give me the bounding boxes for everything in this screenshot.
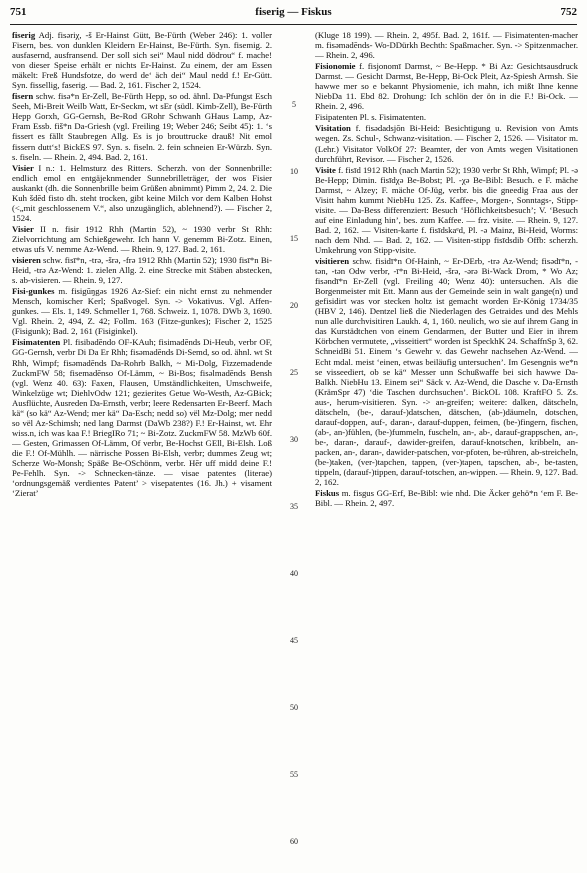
dictionary-entry [12,224,272,254]
entry-body: f. fisīd 1912 Rhh (nach Martin 52); 1930 verbr St Rhh, Wimpf; Pl. -ə Be-Hepp; Dimin. fisīdχə Be-Bobst; Pl. -χə Be-Bibl: Besuch. e F. mäche Darmst, ~ Alzey; F. mäche Of-Jüg, verbr. bis die gneedig Fraa aus der Visitt hahm kummt NiebHu 125. Zs. Kaffee-, Morgen-, Sonntags-, Stipp-visite. — Da-Bess differenziert: Besuch ‘Höflichkeitsbesuch’; V. ‘Besuch auf eine Einladung hin’, bes. zum Kaffee. — frz. visite. — Rhein. 9, 127. Bad. 2, 162. — Visiten-karte f. fisīdskaᵉd, Pl. -ə Mainz, Bi-Heid, Worms: nach dem Nhd. — Bad. 2, 162. — Visiten-stipp fisīdsdib Offb: scherzh. Umkehrung von Stipp-visite. [315,164,578,255]
dictionary-entry [315,165,578,255]
line-number: 55 [290,770,298,779]
right-column [315,30,578,866]
entry-headword: Fisionomie [315,61,356,72]
dictionary-entry [315,61,578,111]
line-number: 25 [290,368,298,377]
entry-body: f. fisədadsjōn Bi-Heid: Besichtigung u. Revision von Amts wegen. Zs. Schul-, Schwanz-visitation. — Fischer 2, 1526. — Visitator m. (Lehr.) Visitator VolkOf 27: Beamter, der von Amts wegen Visitationen durchführt, Revisor. — Fischer 2, 1526. [315,123,578,164]
entry-body: m. fisgus GG-Erf, Be-Bibl: wie nhd. Die Äcker gehö*n ‘em F. Be-Bibl. — Rhein. 2, 497. [315,488,578,509]
line-number: 50 [290,703,298,712]
line-number: 30 [290,435,298,444]
dictionary-entry [315,112,578,122]
line-number: 20 [290,301,298,310]
dictionary-entry [315,30,578,60]
header-rule [10,24,577,25]
entry-body: I n.: 1. Helmsturz des Ritters. Scherzh. von der Sonnenbrille: endlich emol en entgäjeknmender Sunnebrilleträger, der wos Fisier auskankt (dh. die Sonnenbrille beim Grüßen abnimmt) Pimm 2, 24. 2. Die Kuh šdēd fisto dh. steht trocken, gibt keine Milch vor dem Kalben Hohst (<„mit geschlossenem V.“, also unzugänglich, ablehnend?). — Fischer 2, 1524. [12,162,272,223]
dictionary-entry [12,163,272,223]
entry-headword: Visite [315,164,336,175]
entry-body: schw. fisidī*n Of-Hainh, ~ Er-DErb, -trə Az-Wend; fisədī*n, -tən, -tən Odw verbr, -ī*n Bi-Heid, -šrə, -ərə Bi-Wack Drom, * Wo Az; fisəndī*n Er-Zell (vgl. Freiling 40; Wenz 40): untersuchen. Als die Borgenmeister mit Ett. Mann aus der Gemeinde sein in walt gange(n) und gefisidirt was vor stecken holtz ist gemacht worden Er-König 1734/35 (HBV 2, 146). Dentzel ließ die Niederlagen des Getraides und des Mehls nun alle durchvisitiren Laukh. 4, 1, 160. neulich, wo sie auf ihrem Gang in das Kurstädtchen von einem Gendarmen, der Butter und Eier in ihrem Körbchen vermutete, „visseitiert“ worden ist SpeckhK 24. SchaffnSp 3, 62. SchneidBi 51. Einem ‘s Gewehr v. das Gewehr nachsehen Az-Wend. — Echt mdal. meist ‘einen, etwas beiläufig untersuchen’. Im Gesengnis we*n se visseediert, ob se kä“ Messer unn Schußwaffe bei sich hawwe Da-Balkh. NiebHu 13. Einem sei“ Säck v. Az-Wend, die Dasche v. Da-Ernsth (KrämSpr 47) ‘die Taschen durchsuchen’. BickOL 108. KraftFO 5. Zs. aus-, herum-visitieren. Syn. -> an-greifen; weitere: dalken, dätscheln, dätscheln, (be-, darauf-)datschen, dätschen, (ab-)däumeln, dotschen, darauf-doppen, auf-, daran-, darauf-duppen, feimen, (be-)fingern, fischen, (ab-, an-)fühlen, (be-)fummeln, fuscheln, an-, ab-, darauf-grappschen, an-, be-, daran-, darauf-, dawider-greifen, darauf-knotschen, kribbeln, an-packen, an-, daran-, dawider-patschen, vor-pfoten, be-rühren, ab-streicheln, (be-)taken, (ver-)tapchen, tappen, (ver-)tapen, tapschen, ab-, be-tasten, tippeln, (darauf-)tippen, darauf-totschen, an-wippen. — Rhein. 9, 127. Bad. 2, 162. [315,256,578,488]
header-title: fiserig — Fiskus [255,6,332,18]
line-number: 5 [292,100,296,109]
entry-body: Pl. fisibadēndo OF-KAuh; fisimadēnds Di-Heub, verbr OF, GG-Gernsh, verbr Di Da Er Rhh; fisəmadēnds Di-Semd, so od. ähnl. wt St Rhh, Wimpf; fisəmadēnds Da-Rohrb Balkh, ~ Mi-Dolg, Fizzemadende ZuckmFW 58; fisemadēnso Of-Lämm, ~ Bi-Bos; fisəlmadēnds Bensh (vgl. Wenz 40. 63): Faxen, Flausen, Umständlichkeiten, Umschweife, Winkelzüge wt; DiehlvOdw 121; gezierites Getue Wo-Westh, Az-GBick; Ausflüchte, Ausreden Da-Ernsth, verbr; leere Redensarten Er-Beerf. Mach kä“ (so kä“ Az-Wend; mer kä“ Da-Esch; nedd so) vël Mz-Dolg; mer nedd so vël Az-Schimsh; ned lang Darmst (DaWb 238?) F.! Er-Hainst, wt. Ehr wiss.n, ich was kaa F.! BriegIRo 71; ~ Bi-Zotz. ZuckmFW 58. MzWb 60f. — Gesten, Grimassen Of-Lämm, Of verbr, Be-Hochst GEll, Bi-Elsh. Loß die F.! Of-Mühlh. — närrische Possen Bi-Elsh, verbr; dummes Zeug wt; Scherze Wo-Monsh; Späße Be-OSchönm, verbr. Hēr uff midd deine F.! Pe-Fehlh. Syn. -> Schnecken-tänze. — visae patentes (literae) ‘ordnungsgemäß verdientes Patent’ > visepatentes (16. Jh.) + visament ‘Zierat’ [12,337,272,499]
dictionary-entry [12,286,272,336]
line-number: 60 [290,837,298,846]
entry-headword: Fisimatenten [12,337,61,348]
dictionary-entry [12,337,272,498]
entry-body: Fisipatenten Pl. s. Fisimatenten. [315,112,427,123]
entry-body: f. fisjonomī Darmst, ~ Be-Hepp. * Bi Az: Gesichtsausdruck Darmst. — Gesicht Darmst, Be-Hepp, Bi-Ock Pleit, Az-Spiesh Armsh. Sie hawwe mer so e bekannt Physiomenie, ich mahn, ich mißt Ihne kenne NiebDa 11. Ebd 82. Drohung: Ich schlön der ön in die F.! Bi-Ock. — Rhein. 2, 496. [315,61,578,112]
running-header [10,6,577,22]
dictionary-entry [12,30,272,90]
entry-body: (Kluge 18 199). — Rhein. 2, 495f. Bad. 2, 161f. — Fisimatenten-macher m. fisəmadēnds- Wo-DDürkh Bechth: Spaßmacher. Syn. -> Spitzenmacher. — Rhein. 2, 496. [315,30,578,61]
entry-headword: visieren [12,255,41,266]
entry-headword: visitieren [315,256,350,267]
line-number: 45 [290,636,298,645]
entry-headword: Visier [12,223,34,234]
line-number: 15 [290,234,298,243]
entry-body: schw. fisī*n, -trə, -šrə, -frə 1912 Rhh (Martin 52); 1930 fisī*n Bi-Heid, -trə Az-Wend: 1. zielen Allg. 2. eine Strecke mit Stäben abstecken, s. ab-visieren. — Rhein. 9, 127. [12,255,272,286]
entry-headword: fisern [12,91,34,102]
dictionary-entry [315,123,578,163]
dictionary-entry [12,255,272,285]
page-number-left: 751 [10,6,27,18]
entry-body: Adj. fisəriχ, -š Er-Hainst Gütt, Be-Fürth (Weber 246): 1. voller Fisern, bes. von dunklen Kleidern Er-Hainst, Be-Fürth. Syn. fisemig. 2. ausfasernd, ausfransend. Der soll sich sei“ Maul nidd dödrou“ f. mache! von dieser Speise erhält er nichts Er-Hainst. Zu einem, der am Essen mäkelt: Freß Hundsfotze, do werd de‘ äch dei“ Maul nedd f.! Er-Gütt. Syn. fissellig, faserig. — Bad. 2, 161. Fischer 2, 1524. [12,30,272,91]
entry-headword: Visitation [315,123,351,134]
page-number-right: 752 [560,6,577,18]
dictionary-entry [315,256,578,487]
entry-headword: Fiskus [315,488,340,499]
dictionary-entry [315,488,578,508]
entry-headword: Fisi-gunkes [12,286,55,297]
entry-body: schw. fisə*n Er-Zell, Be-Fürth Hepp, so od. ähnl. Da-Pfungst Esch Seeh, Mi-Breit Weilb Watt, Er-Seckm, wt sEr (südl. Kimb-Zell), Be-Fürth Hepp Gorxh, GG-Gernsh, Be-Rod GRohr Schwanh GHaus Lamp, Az-Fram Essb. fiš*n Da-Griesh (vgl. Freiling 19; Weber 246; Seibt 45): 1. ‘s fissert es fällt Staubregen Allg. Es is jo brouttrucke drauß! Nit emol fissern dutt‘s! BickES 97. Syn. s. fiseln. 2. fein schneien Er-Würzb. Syn. s. fiseln. — Rhein. 2, 494. Bad. 2, 161. [12,91,272,162]
entry-headword: Visier [12,162,34,173]
entry-headword: fiserig [12,30,36,40]
line-number-gutter [283,30,307,866]
left-column [12,30,272,866]
line-number: 10 [290,167,298,176]
line-number: 40 [290,569,298,578]
entry-body: II n. fisir 1912 Rhh (Martin 52), ~ 1930 verbr St Rhh: Zielvorrichtung am Schießgewehr. Ich hann V. genemm Bi-Zotz. Einen, etwas ufs V. nemme Az-Wend. — Rhein. 9, 127. Bad. 2, 161. [12,223,272,254]
dictionary-entry [12,91,272,161]
entry-body: m. fisigūŋgəs 1926 Az-Sief: ein nicht ernst zu nehmender Mensch, komischer Kerl; Spaßvogel. Syn. -> Vokativus. Vgl. Affen-gunkes. — Els. 1, 149. Schmeller 1, 768. Schweiz. 1, 1078. DWb 3, 1690. Vgl. Rhein. 2, 494, Z. 42; Follm. 163 (Fitze-gunkes); Fischer 2, 1525 (Fisigunk); Bad. 2, 161 (Fisiginkel). [12,286,272,337]
line-number: 35 [290,502,298,511]
